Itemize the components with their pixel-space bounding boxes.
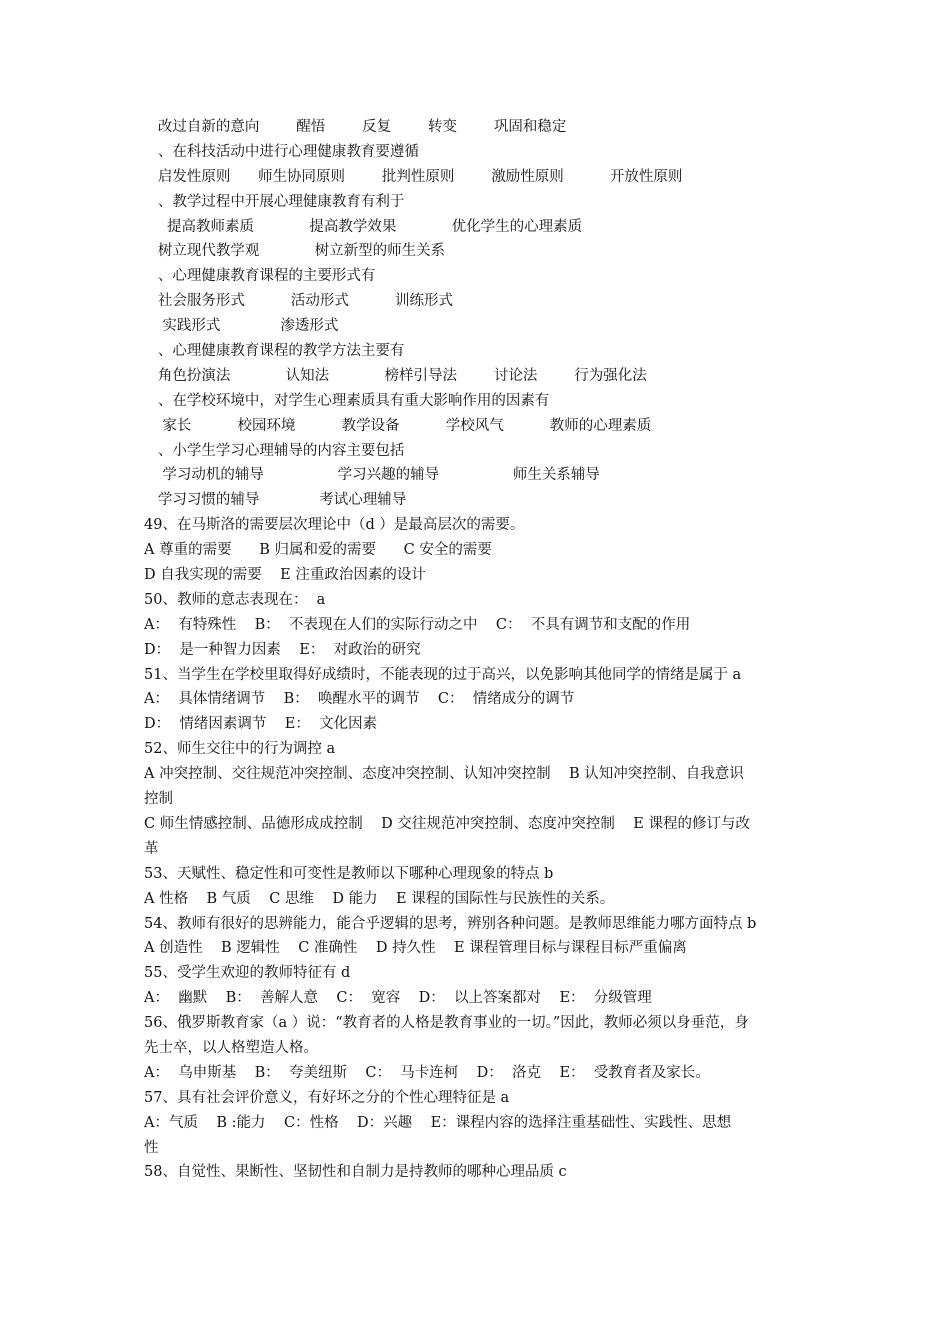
text-line: 控制	[144, 791, 173, 808]
text-line: 树立现代教学观 树立新型的师生关系	[144, 243, 446, 260]
text-line: A 冲突控制、交往规范冲突控制、态度冲突控制、认知冲突控制 B 认知冲突控制、自我意识	[144, 766, 744, 783]
text-line: 57、具有社会评价意义，有好坏之分的个性心理特征是 a	[144, 1089, 510, 1106]
text-line: 提高教师素质 提高教学效果 优化学生的心理素质	[144, 218, 583, 235]
text-line: 角色扮演法 认知法 榜样引导法 讨论法 行为强化法	[144, 367, 647, 384]
text-line: 、小学生学习心理辅导的内容主要包括	[144, 442, 405, 459]
text-line: 49、在马斯洛的需要层次理论中（d ）是最高层次的需要。	[144, 517, 525, 534]
text-line: D： 情绪因素调节 E： 文化因素	[144, 716, 378, 733]
text-line: 55、受学生欢迎的教师特征有 d	[144, 965, 351, 982]
text-line: A 创造性 B 逻辑性 C 准确性 D 持久性 E 课程管理目标与课程目标严重偏离	[144, 940, 687, 957]
text-line: 56、俄罗斯教育家（a ）说：“教育者的人格是教育事业的一切。”因此，教师必须以身垂范，身	[144, 1015, 749, 1032]
text-line: 改过自新的意向 醒悟 反复 转变 巩固和稳定	[144, 119, 567, 135]
document-body	[144, 115, 814, 1185]
text-line: 学习动机的辅导 学习兴趣的辅导 师生关系辅导	[144, 467, 600, 484]
text-line: A： 有特殊性 B： 不表现在人们的实际行动之中 C： 不具有调节和支配的作用	[144, 616, 691, 633]
text-line: 家长 校园环境 教学设备 学校风气 教师的心理素质	[144, 417, 652, 434]
text-line: 先士卒，以人格塑造人格。	[144, 1039, 318, 1056]
text-line: 学习习惯的辅导 考试心理辅导	[144, 492, 407, 509]
text-line: 性	[144, 1139, 159, 1156]
text-line: 、在学校环境中，对学生心理素质具有重大影响作用的因素有	[144, 392, 550, 409]
text-line: A： 幽默 B： 善解人意 C： 宽容 D： 以上答案都对 E： 分级管理	[144, 990, 652, 1007]
text-line: 58、自觉性、果断性、坚韧性和自制力是持教师的哪种心理品质 c	[144, 1164, 567, 1181]
text-line: C 师生情感控制、品德形成成控制 D 交往规范冲突控制、态度冲突控制 E 课程的修订与改	[144, 815, 751, 832]
text-line: 53、天赋性、稳定性和可变性是教师以下哪种心理现象的特点 b	[144, 865, 554, 882]
text-line: D： 是一种智力因素 E： 对政治的研究	[144, 641, 421, 658]
text-line: 启发性原则 师生协同原则 批判性原则 激励性原则 开放性原则	[144, 168, 683, 185]
text-line: A 尊重的需要 B 归属和爱的需要 C 安全的需要	[144, 542, 492, 559]
text-line: 、心理健康教育课程的主要形式有	[144, 268, 376, 285]
text-line: 社会服务形式 活动形式 训练形式	[144, 293, 454, 310]
text-line: 、在科技活动中进行心理健康教育要遵循	[144, 143, 419, 160]
text-line: 、心理健康教育课程的教学方法主要有	[144, 343, 405, 360]
text-line: 50、教师的意志表现在： a	[144, 591, 326, 608]
text-line: 实践形式 渗透形式	[144, 318, 339, 335]
text-line: A： 乌申斯基 B： 夸美纽斯 C： 马卡连柯 D： 洛克 E： 受教育者及家长。	[144, 1064, 710, 1081]
text-line: D 自我实现的需要 E 注重政治因素的设计	[144, 567, 426, 584]
text-line: 革	[144, 840, 159, 857]
text-line: 52、师生交往中的行为调控 a	[144, 741, 336, 758]
text-line: A：气质 B :能力 C：性格 D：兴趣 E：课程内容的选择注重基础性、实践性、思想	[144, 1114, 732, 1131]
text-line: A： 具体情绪调节 B： 唤醒水平的调节 C： 情绪成分的调节	[144, 691, 575, 708]
text-line: 、教学过程中开展心理健康教育有利于	[144, 193, 405, 210]
text-line: 51、当学生在学校里取得好成绩时，不能表现的过于高兴，以免影响其他同学的情绪是属于 a	[144, 666, 742, 683]
text-line: A 性格 B 气质 C 思维 D 能力 E 课程的国际性与民族性的关系。	[144, 890, 615, 907]
text-line: 54、教师有很好的思辨能力，能合乎逻辑的思考，辨别各种问题。是教师思维能力哪方面特点 b	[144, 915, 757, 932]
